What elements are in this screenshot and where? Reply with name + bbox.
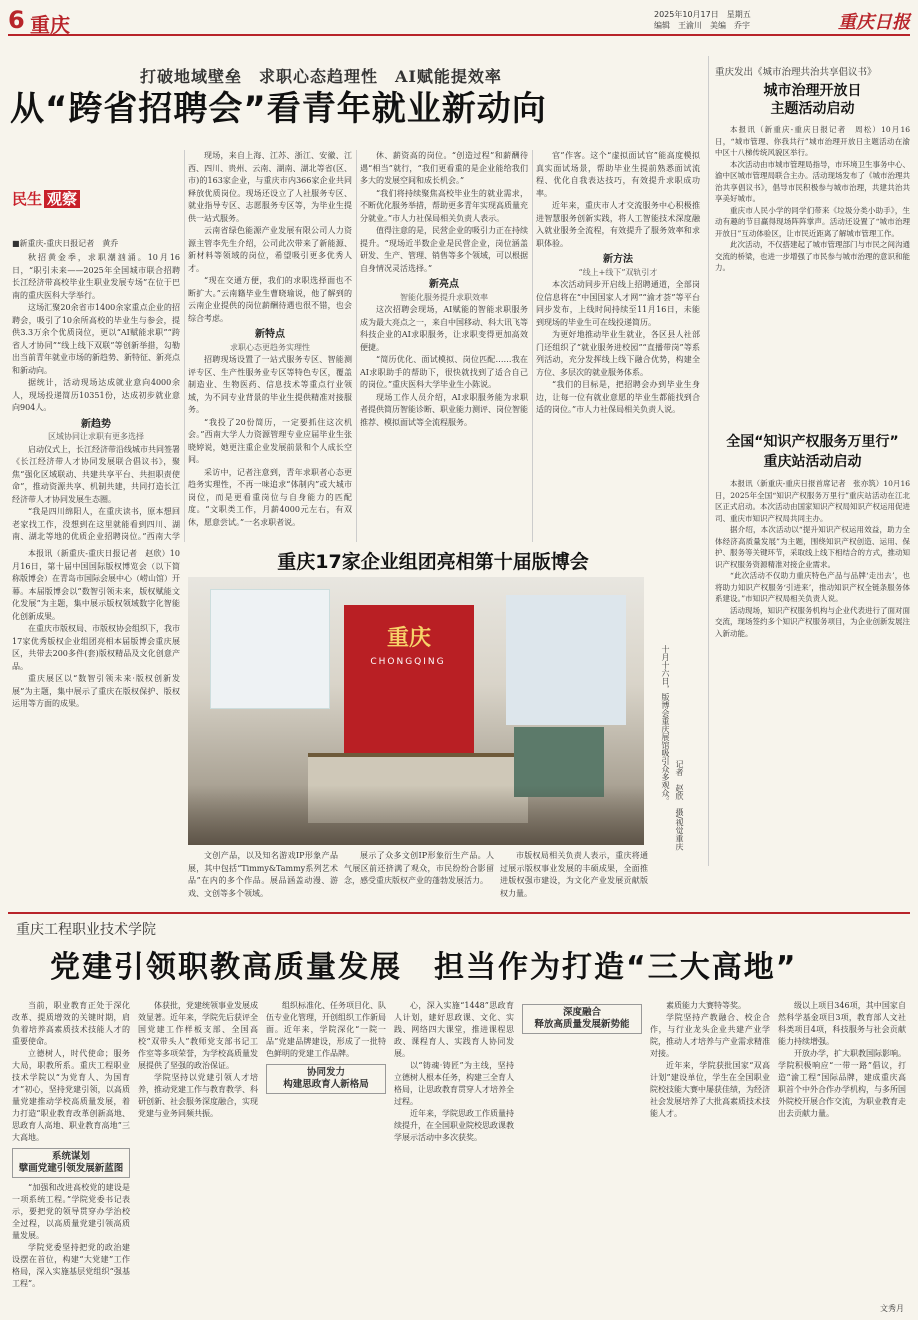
photo-story-col-4 [500, 850, 648, 908]
column-tag-text: 民生 观察 [12, 190, 80, 208]
page-number: 6 [8, 6, 25, 34]
right-story-1-title [715, 82, 910, 118]
lead-paragraph: “我们的目标是，把招聘会办到毕业生身边，让每一位有就业意愿的毕业生都能找到合适的岗位。”市人力社保局相关负责人说。 [536, 380, 700, 414]
column-rule [356, 150, 357, 542]
bottom-col-2 [138, 1000, 258, 1316]
bottom-paragraph: 组织标准化、任务项目化、队伍专业化管理，开创组织工作新局面。近年来，学院深化“一院一品”党建品牌建设，形成了一批特色鲜明的党建工作品牌。 [266, 1001, 386, 1058]
lead-subhead-tagline: 求职心态更趋务实理性 [230, 342, 310, 352]
lead-paragraph: 现场工作人员介绍，AI求职服务能为求职者提供简历智能诊断、职业能力测评、岗位智能推荐、模拟面试等全流程服务。 [360, 392, 528, 427]
photo-story-paragraph: 展示了众多文创IP形象衍生产品。人气展区前还挤满了观众，市民纷纷合影留念，感受重庆版权产业的蓬勃发展活力。 [344, 851, 494, 885]
column-tag-highlight: 观察 [44, 190, 80, 208]
lead-paragraph: “我是四川绵阳人，在重庆读书，原本想回老家找工作，没想到在这里就能看到四川、湖南、湖北等地的优质企业招聘岗位。”西南大学 [12, 507, 180, 541]
photo-banner-left [210, 589, 330, 709]
lead-subhead-tagline: “线上+线下”双轨引才 [578, 267, 658, 277]
photo-sign-text: 重庆 [386, 625, 431, 651]
photo-story-col-1 [12, 548, 180, 908]
photo-story-col-2 [188, 850, 338, 908]
lead-subhead: 新趋势 [81, 418, 111, 430]
column-tag [12, 188, 80, 209]
right-paragraph: 活动现场，知识产权服务机构与企业代表进行了面对面交流，现场签约多个知识产权服务项目，为企业创新发展注入新动能。 [715, 605, 910, 638]
lead-paragraph: 云南省绿色能源产业发展有限公司人力资源主管李先生介绍，公司此次带来了新能源、新材料等领域的岗位，希望吸引更多优秀人才。 [188, 226, 352, 273]
right-column [708, 56, 910, 866]
photo-credit: 记者 赵欣 摄/视觉重庆 [675, 760, 684, 851]
lead-subhead: 新特点 [255, 329, 285, 340]
right-story-1-title-line: 主题活动启动 [770, 101, 855, 117]
lead-subhead-tagline: 智能化服务提升求职效率 [400, 292, 488, 302]
right-paragraph: 本次活动由市城市管理局指导，市环境卫生事务中心、渝中区城市管理局联合主办。活动现场发布了《城市治理共治共享倡议书》，倡导市民积极参与城市治理，共建共治共享美好城市。 [715, 159, 910, 203]
right-story-2-title-line: 全国“知识产权服务万里行” [726, 434, 899, 450]
bottom-paragraph: 学院坚持产教融合、校企合作，与行业龙头企业共建产业学院，推动人才培养与产业需求精准对接。 [650, 1013, 770, 1058]
bottom-paragraph: 学院党委坚持把党的政治建设摆在首位，构建“大党建”工作格局，深入实施基层党组织“强基工程”。 [12, 1243, 130, 1288]
newspaper-logo: 重庆日报 [838, 12, 910, 33]
lead-kicker: 打破地域壁垒 求职心态趋理性 AI赋能提效率 [140, 67, 502, 86]
photo-story-paragraph: 本报讯（新重庆-重庆日报记者 赵欣）10月16日，第十届中国国际版权博览会（以下简称版博会）在青岛市国际会展中心（崂山馆）开幕。本届版博会以“数智引领未来，版权赋能文化发展”为主题，集中展示版权领域数字化智能化创新成果。 [12, 549, 180, 621]
lead-paragraph: 休、薪资高的岗位。“创造过程”和薪酬待遇“相当”就行，“我们更看重的是企业能给我们多大的发展空间和成长机会。” [360, 151, 528, 185]
right-story-1-title-line: 城市治理开放日 [763, 83, 862, 99]
photo-story-headline: 重庆17家企业组团亮相第十届版博会 [277, 551, 589, 573]
lead-paragraph: “简历优化、面试模拟、岗位匹配……我在AI求职助手的帮助下，很快就找到了适合自己的岗位。”重庆医科大学毕业生小陈说。 [360, 355, 528, 389]
bottom-subhead-line: 擘画党建引领发展新蓝图 [18, 1163, 124, 1174]
bottom-col-3 [266, 1000, 386, 1316]
lead-paragraph: 采访中，记者注意到，青年求职者心态更趋务实理性，不再一味追求“体制内”或大城市岗位，而是更看重岗位与自身能力的匹配度。“文职类工作，月薪4000元左右，有双休，愿意尝试。”一名求职者说。 [188, 467, 352, 527]
bottom-subhead-line: 深度融合 [562, 1007, 601, 1018]
photo-story-paragraph: 文创产品，以及知名游戏IP形象产品展，其中包括“Timmy&Tammy系列艺术品”在内的多个作品。展品涵盖动漫、游戏、文创等多个领域。 [188, 851, 338, 898]
right-story-1-kicker: 重庆发出《城市治理共治共享倡议书》 [715, 67, 877, 78]
bottom-col-6 [650, 1000, 770, 1316]
lead-paragraph: 秋招黄金季，求职潮汹涌。10月16日，“职引未来——2025年全国城市联合招聘长江经济带高校毕业生职业发展专场”在位于巴南的重庆医科大学举行。 [12, 253, 180, 300]
bottom-subhead-line: 构建思政育人新格局 [283, 1079, 369, 1090]
lead-paragraph: 这次招聘会现场，AI赋能的智能求职服务成为最大亮点之一，来自中国移动、科大讯飞等科技企业的AI求职服务，让求职变得更加高效便捷。 [360, 305, 528, 352]
bottom-paragraph: 素质能力大赛特等奖。 [666, 1001, 746, 1010]
masthead [8, 6, 910, 36]
right-paragraph: 本报讯（新重庆-重庆日报首席记者 张亦筑）10月16日，2025年全国“知识产权服务万里行”重庆站活动在江北区正式启动。本次活动由国家知识产权局知识产权运用促进司、重庆市知识产权局共同主办。 [715, 479, 910, 523]
lead-paragraph: “现在交通方便，我们的求职选择面也不断扩大。”云南籍毕业生曹晓瑜说，他了解到的云南企业提供的岗位薪酬待遇也很不错，也会综合考虑。 [188, 276, 352, 323]
lead-subhead-tagline: 区域协同让求职有更多选择 [48, 432, 144, 441]
photo-story-paragraph: 市版权局相关负责人表示，重庆将通过展示版权事业发展的丰硕成果，全面推进版权强市建设，为文化产业发展贡献版权力量。 [500, 851, 648, 898]
photo-story-paragraph: 重庆展区以“数智引领未来·版权创新发展”为主题，集中展示了重庆在版权保护、版权运用等方面的成果。 [12, 674, 180, 708]
photo-caption: 十月十六日，版博会重庆展馆吸引众多观众。 [661, 645, 670, 805]
lead-col-3 [360, 150, 528, 542]
right-paragraph: 据介绍，本次活动以“提升知识产权运用效益，助力全体经济高质量发展”为主题，围绕知识产权创造、运用、保护、服务等关键环节，采取线上线下相结合的方式，推动知识产权服务资源精准对接企业需求。 [715, 525, 910, 569]
right-paragraph: 本报讯（新重庆-重庆日报记者 周松）10月16日，“城市管理、你我共行”城市治理开放日主题活动在渝中区十八梯传统风貌区举行。 [715, 125, 910, 157]
lead-col-1 [12, 252, 180, 542]
expo-photo [188, 577, 644, 845]
lead-subhead: 新方法 [603, 254, 633, 265]
lead-subhead: 新亮点 [429, 279, 459, 290]
lead-paragraph: 近年来，重庆市人才交流服务中心积极推进智慧服务创新实践，将人工智能技术深度融入就业服务全流程，有效提升了服务效率和求职体验。 [536, 201, 700, 248]
bottom-paragraph: 心，深入实施“1448”思政育人计划，建好思政课、文化、实践、网络四大课堂，推进课程思政、课程育人、实践育人协同发展。 [394, 1001, 514, 1058]
issue-date: 2025年10月17日 星期五 [654, 10, 751, 19]
lead-paragraph: 招聘现场设置了一站式服务专区、智能测评专区、生产性服务业专区等特色专区，覆盖制造业、生物医药、信息技术等重点行业领域，为不同专业背景的毕业生提供精准对接服务。 [188, 355, 352, 414]
issue-meta [654, 9, 814, 31]
bottom-subhead-line: 释放高质量发展新势能 [534, 1019, 630, 1030]
lead-paragraph: “我投了20份简历，一定要抓住这次机会。”西南大学人力资源管理专业应届毕业生张晓婷说，她更注重企业发展前景和个人成长空间。 [188, 417, 352, 464]
bottom-paragraph: “加强和改进高校党的建设是一项系统工程。”学院党委书记表示，要把党的领导贯穿办学治校全过程，以高质量党建引领高质量发展。 [12, 1183, 130, 1240]
lead-paragraph: 本次活动同步开启线上招聘通道，全部岗位信息将在“中国国家人才网”“渝才荟”等平台同步发布，上线时间持续至11月16日，未能到现场的毕业生可在线投递简历。 [536, 280, 700, 327]
bottom-subhead-line: 系统谋划 [51, 1151, 90, 1162]
lead-paragraph: 为更好地推动毕业生就业，各区县人社部门还组织了“就业服务进校园”“直播带岗”等系列活动，充分发挥线上线下融合优势，构建全方位、多层次的就业服务体系。 [536, 330, 700, 377]
editor-credits: 编辑 王渝川 美编 乔宇 [654, 21, 750, 30]
lead-paragraph: 据统计，活动现场达成就业意向4000余人，现场投递简历10351份，达成初步就业意向904人。 [12, 378, 180, 412]
bottom-col-4 [394, 1000, 514, 1316]
bottom-headline: 党建引领职教高质量发展 担当作为打造“三大高地” [50, 950, 798, 985]
photo-story-paragraph: 在重庆市版权局、市版权协会组织下，我市17家优秀版权企业组团亮相本届版博会重庆展区，共带去200多件(套)版权精品及文化创意产品。 [12, 624, 180, 671]
right-paragraph: “此次活动不仅助力重庆特色产品与品牌‘走出去’，也将助力知识产权服务‘引进来’，推动知识产权全链条服务体系建设。”市知识产权局相关负责人说。 [715, 571, 910, 603]
column-rule [532, 150, 533, 542]
right-story-2-title-line: 重庆站活动启动 [763, 454, 862, 470]
right-story-2-body [715, 478, 910, 848]
bottom-paragraph: 立德树人，时代使命；服务大局，职教所系。重庆工程职业技术学院以“为党育人、为国育才”初心，坚持党建引领，以高质量党建推动学校高质量发展，着力打造“职业教育改革创新高地、思政育人高地、职业教育高地”三大高地。 [12, 1049, 130, 1142]
bottom-paragraph: 以“铸魂·铸匠”为主线，坚持立德树人根本任务，构建三全育人格局，让思政教育贯穿人才培养全过程。 [394, 1061, 514, 1106]
lead-headline: 从“跨省招聘会”看青年就业新动向 [10, 89, 547, 129]
lead-byline: ■新重庆-重庆日报记者 黄乔 [12, 239, 119, 248]
right-paragraph: 重庆市人民小学的同学们带来《垃圾分类小助手》，生动有趣的节目赢得现场阵阵掌声。活动还设置了“城市治理开放日”互动体验区，让市民近距离了解城市管理工作。 [715, 205, 910, 238]
bottom-col-7 [778, 1000, 906, 1316]
section-name: 重庆 [30, 13, 70, 37]
bottom-paragraph: 近年来，学院思政工作质量持续提升，在全国职业院校思政课教学展示活动中多次获奖。 [394, 1109, 514, 1142]
bottom-paragraph: 近年来，学院获批国家“双高计划”建设单位，学生在全国职业院校技能大赛中屡获佳绩，为经济社会发展培养了大批高素质技术技能人才。 [650, 1061, 770, 1118]
photo-banner-right [506, 595, 626, 725]
bottom-paragraph: 体获批，党建统领事业发展成效显著。近年来，学院先后获评全国党建工作样板支部、全国高校“双带头人”教师党支部书记工作室等多项荣誉，为学校高质量发展提供了坚强的政治保证。 [138, 1001, 258, 1070]
bottom-paragraph: 学院坚持以党建引领人才培养，推动党建工作与教育教学、科研创新、社会服务深度融合，实现党建与业务同频共振。 [138, 1073, 258, 1118]
column-rule [184, 150, 185, 542]
right-paragraph: 此次活动，不仅搭建起了城市管理部门与市民之间沟通交流的桥梁，也进一步增强了市民参与城市治理的意识和能力。 [715, 240, 910, 272]
bottom-col-5 [522, 1000, 642, 1316]
lead-paragraph: 官”作客。这个“虚拟面试官”能高度模拟真实面试场景，帮助毕业生提前熟悉面试流程、优化自我表达技巧，有效提升求职成功率。 [536, 151, 700, 198]
bottom-subhead-line: 协同发力 [306, 1067, 345, 1078]
photo-crowd [188, 785, 644, 845]
photo-story-col-3 [344, 850, 494, 908]
lead-col-4 [536, 150, 700, 542]
section-divider [8, 912, 910, 914]
bottom-paragraph: 当前，职业教育正处于深化改革、提质增效的关键时期，肩负着培养高素质技术技能人才的重要使命。 [12, 1001, 130, 1046]
right-story-1-body [715, 124, 910, 424]
bottom-paragraph: 级以上项目346项，其中国家自然科学基金项目3项，教育部人文社科类项目4项，科技服务与社会贡献能力持续增强。 [778, 1001, 906, 1046]
right-story-2-title [715, 432, 910, 472]
lead-paragraph: 这场汇聚20余省市1400余家重点企业的招聘会，吸引了10余所高校的毕业生与参会，提供3.3万余个优质岗位，更以“AI赋能求职”“跨省人才协同”“线上线下双联”等创新举措，勾勒出当前青年就业市场的新趋势、新特征、新亮点和新动向。 [12, 303, 180, 375]
bottom-kicker: 重庆工程职业技术学院 [16, 922, 156, 938]
bottom-subhead-box [12, 1148, 130, 1178]
bottom-paragraph: 开放办学，扩大职教国际影响。学院积极响应“一带一路”倡议，打造“渝工程”国际品牌，建成重庆高职首个中外合作办学机构，与多所国外院校开展合作交流，为职业教育走出去贡献力量。 [778, 1049, 906, 1118]
bottom-col-1 [12, 1000, 130, 1316]
bottom-subhead-box [266, 1064, 386, 1094]
lead-col-2 [188, 150, 352, 542]
lead-paragraph: 启动仪式上，长江经济带沿线城市共同签署《长江经济带人才协同发展联合倡议书》，聚焦“强化区域联动、共建共享平台、共担职责使命”，推动资源共享、机制共建，共同打造长江经济带人才协同发展生态圈。 [12, 444, 180, 504]
bottom-author: 文秀月 [880, 1304, 904, 1313]
lead-paragraph: 值得注意的是，民营企业的吸引力正在持续提升。“现场近半数企业是民营企业，岗位涵盖研发、生产、管理、销售等多个领域，可以根据自身情况灵活选择。” [360, 226, 528, 273]
lead-paragraph: “我们将持续聚焦高校毕业生的就业需求，不断优化服务举措，帮助更多青年实现高质量充分就业。”市人力社保局相关负责人表示。 [360, 188, 528, 223]
lead-paragraph: 现场，来自上海、江苏、浙江、安徽、江西、四川、贵州、云南、湖南、湖北等省(区、市)的163家企业，与重庆市内366家企业共同释放优质岗位。现场还设立了人社服务专区、就业指导专区、志愿服务专区等，为毕业生提供一站式服务。 [188, 151, 352, 223]
photo-sign-subtext: CHONGQING [370, 657, 446, 667]
bottom-subhead-box [522, 1004, 642, 1034]
